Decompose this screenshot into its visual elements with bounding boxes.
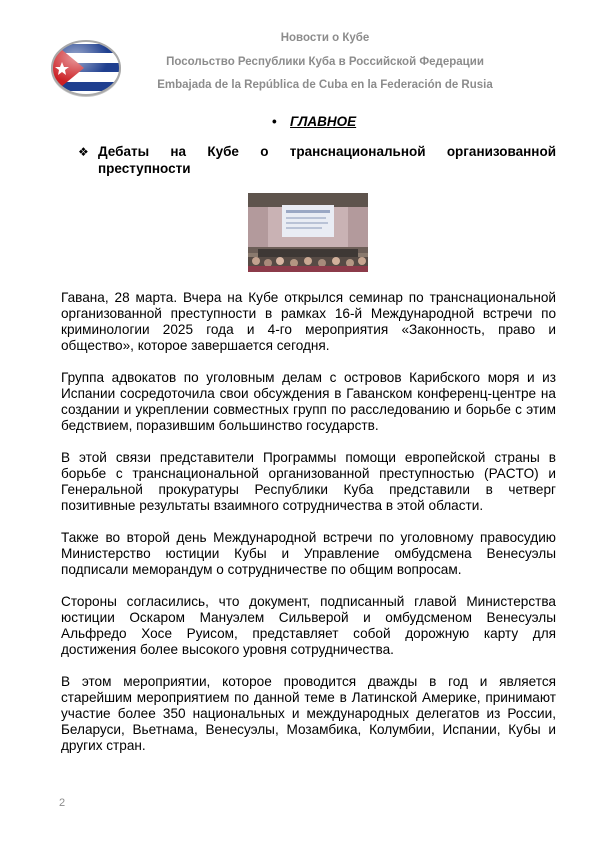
article-paragraph: В этом мероприятии, которое проводится дважды в год и является старейшим мероприятием по данной теме в Латинской Америке, принимают участие более 350 национальных и международных делегатов из России, Беларуси, Вьетнама, Венесуэлы, Мозамбика, Колумбии, Испании, Кубы и других стран. (61, 674, 556, 753)
bullet-icon: • (272, 114, 277, 129)
diamond-bullet-icon: ❖ (78, 145, 89, 159)
article-title-line2: преступности (98, 161, 191, 176)
article-paragraph: Также во второй день Международной встречи по уголовному правосудию Министерство юстиции Кубы и Управление омбудсмена Венесуэлы подписали меморандум о сотрудничестве по общим вопросам. (61, 530, 556, 577)
article-title-text (98, 143, 556, 177)
conference-hall-photo (248, 193, 368, 272)
header-newsletter-title: Новости о Кубе (280, 32, 370, 44)
article-paragraph: Гавана, 28 марта. Вчера на Кубе открылся семинар по транснациональной организованной преступности в рамках 16-й Международной встречи по криминологии 2025 года и 4-го мероприятия «Законность, право и общество», которое завершается сегодня. (61, 290, 556, 353)
article-body (61, 290, 556, 770)
article-title-line1: Дебаты на Кубе о транснациональной организованной (98, 144, 556, 159)
article-paragraph: Стороны согласились, что документ, подписанный главой Министерства юстиции Оскаром Мануэлем Сильверой и омбудсменом Венесуэлы Альфредо Хосе Руисом, представляет собой дорожную карту для достижения более высокого уровня сотрудничества. (61, 594, 556, 657)
article-title (78, 143, 556, 177)
cuba-flag-logo (50, 38, 122, 98)
section-title-text: ГЛАВНОЕ (290, 114, 357, 129)
article-paragraph: Группа адвокатов по уголовным делам с островов Карибского моря и из Испании сосредоточила свои обсуждения в Гаванском конференц-центре на создании и укреплении совместных групп по расследованию и борьбе с этим бедствием, поразившим большинство государств. (61, 370, 556, 433)
header-embassy-es: Embajada de la República de Cuba en la Federación de Rusia (157, 79, 493, 91)
document-header (0, 0, 598, 110)
page-number: 2 (59, 797, 66, 809)
header-embassy-ru: Посольство Республики Куба в Российской Федерации (166, 56, 484, 68)
article-paragraph: В этой связи представители Программы помощи европейской страны в борьбе с транснациональной организованной преступностью (PACTO) и Генеральной прокуратуры Республики Куба представили в четверг позитивные результаты взаимного сотрудничества в этой области. (61, 450, 556, 513)
section-heading (272, 114, 356, 129)
